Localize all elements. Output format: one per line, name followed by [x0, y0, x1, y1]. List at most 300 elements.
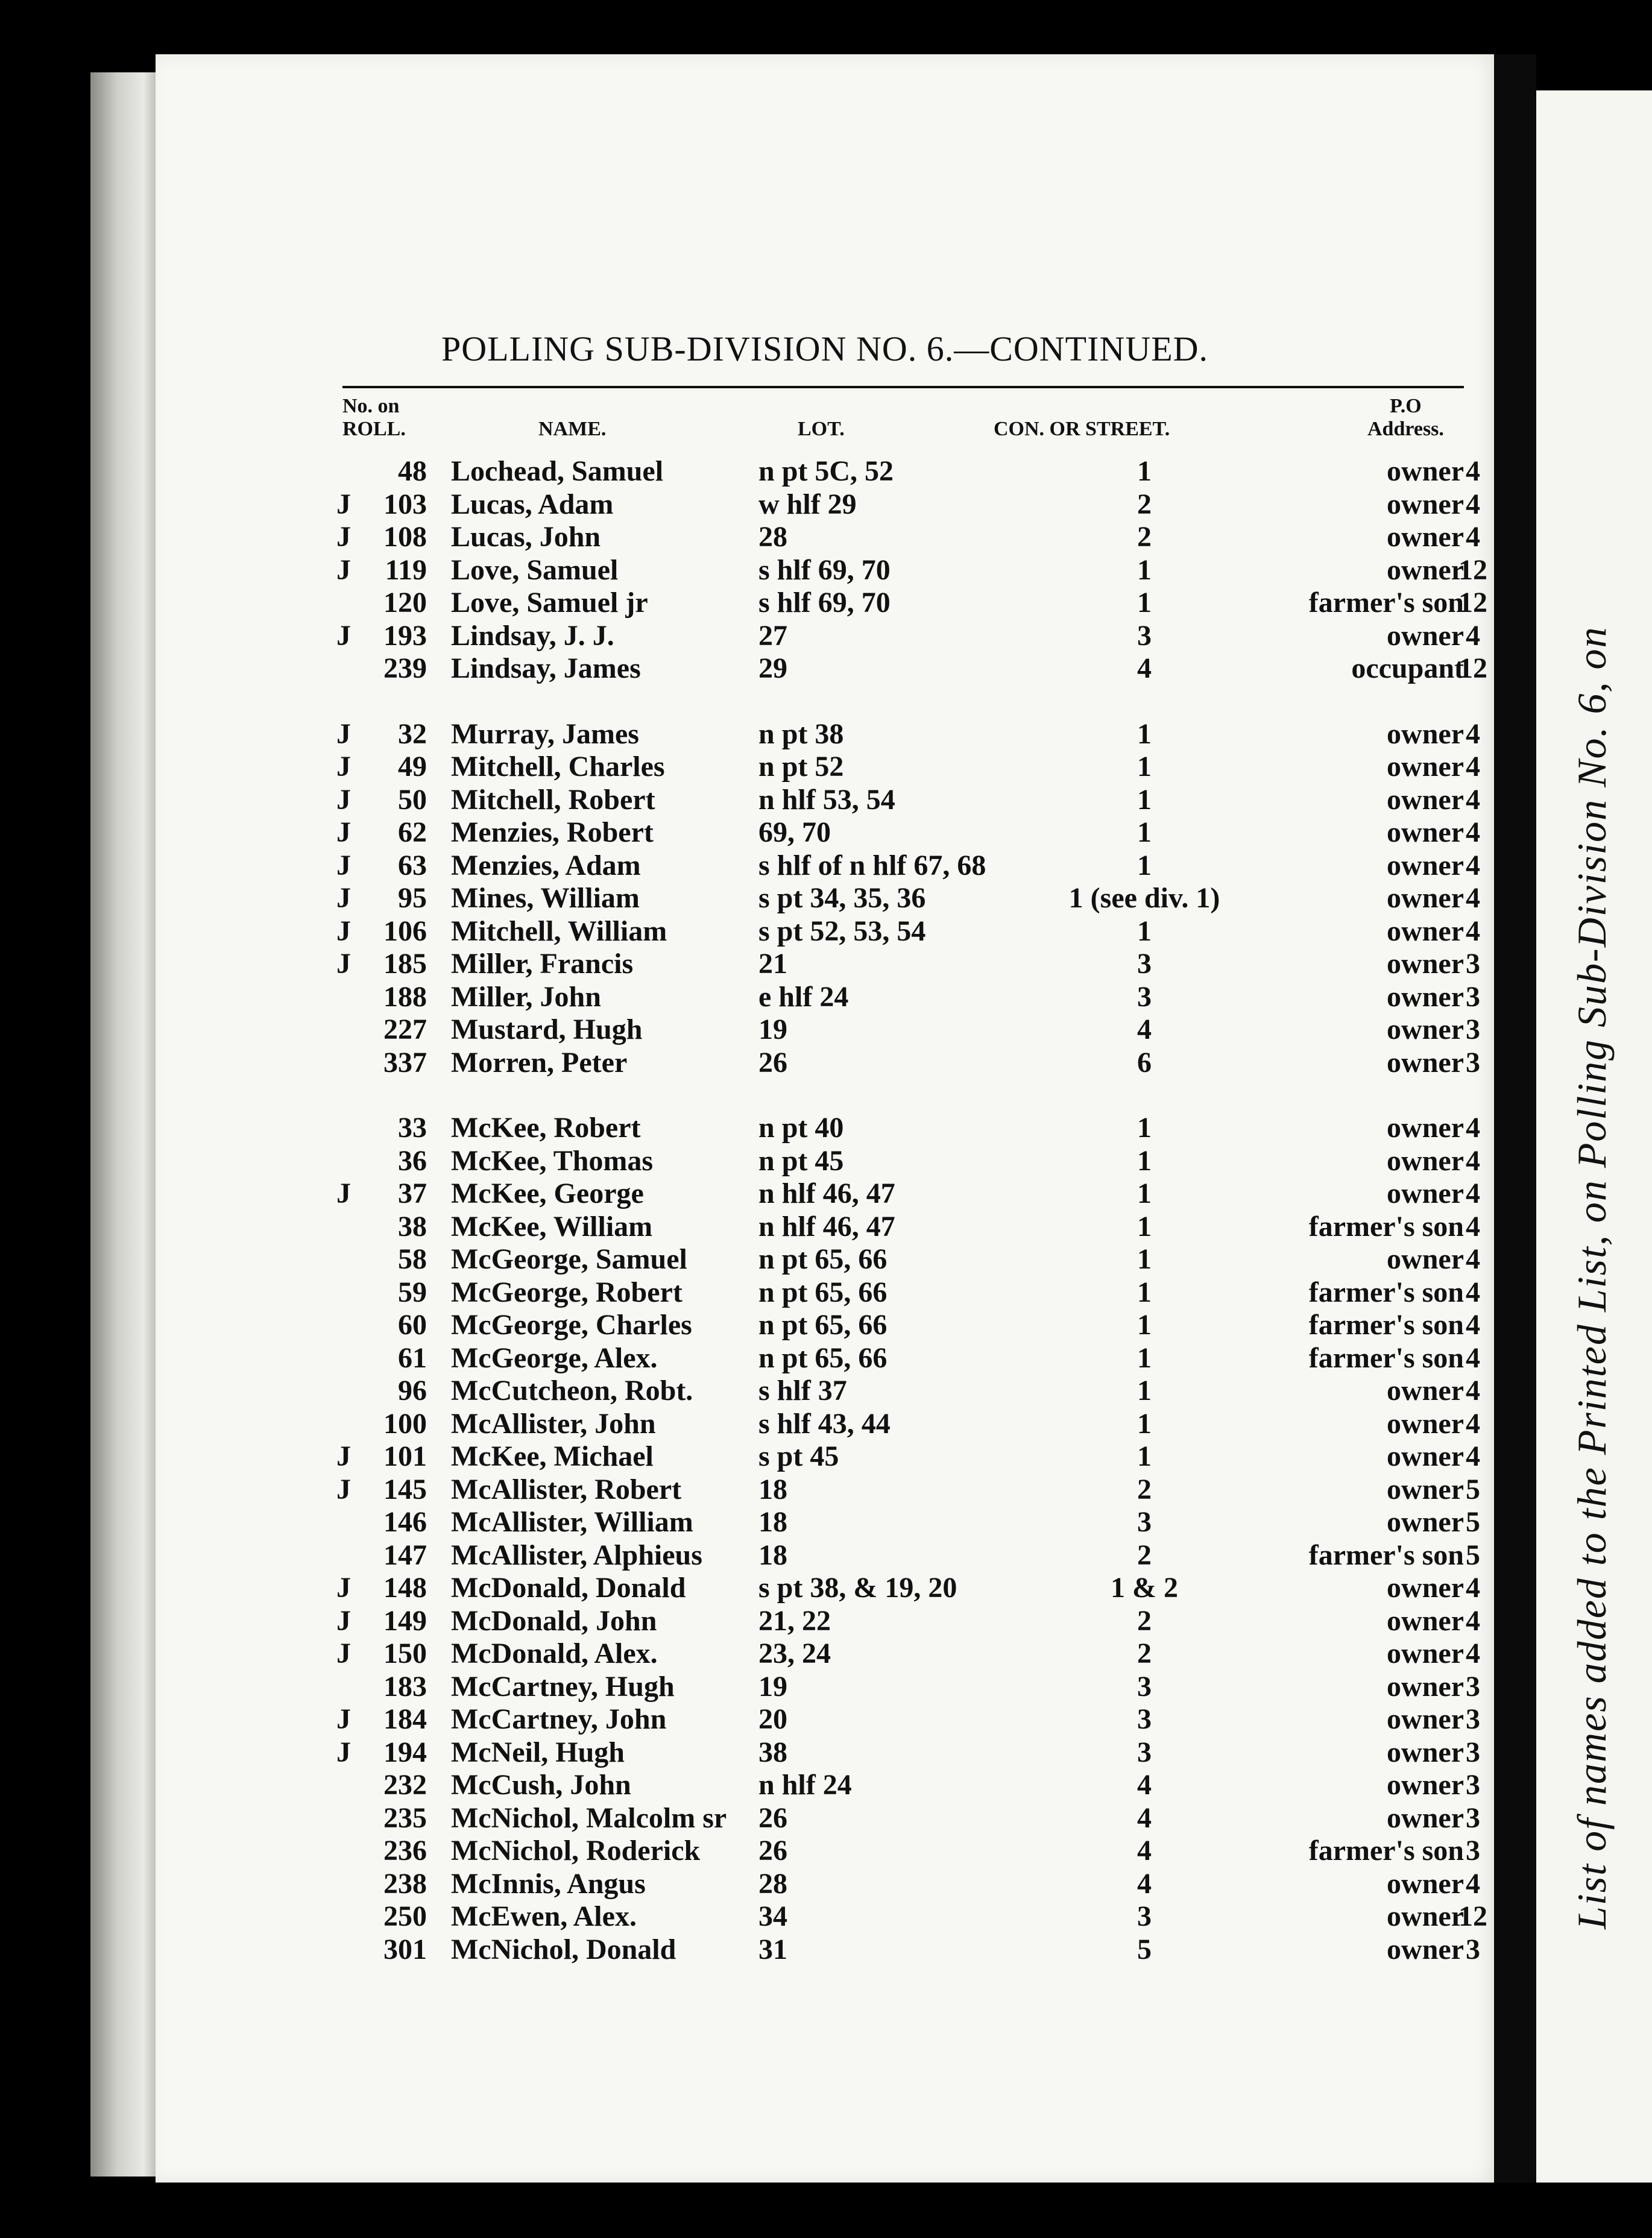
- table-row: [156, 1145, 1494, 1177]
- roll-number: 149: [383, 1604, 427, 1637]
- voter-name: Love, Samuel: [451, 553, 619, 586]
- occupation: owner: [1387, 1506, 1464, 1538]
- concession: 4: [1137, 1835, 1152, 1867]
- occupation: owner: [1387, 521, 1464, 553]
- title-rule: [342, 386, 1464, 388]
- table-row: [156, 1408, 1494, 1440]
- roll-number: 61: [398, 1341, 427, 1374]
- occupation: owner: [1387, 1867, 1464, 1900]
- table-row: [156, 1539, 1494, 1572]
- roll-flag: J: [336, 1703, 351, 1735]
- roll-flag: J: [336, 783, 351, 816]
- voter-name: McGeorge, Charles: [451, 1309, 692, 1341]
- concession: 3: [1137, 1736, 1152, 1768]
- occupation: owner: [1387, 1572, 1464, 1604]
- roll-number: 101: [383, 1440, 427, 1472]
- table-row: [156, 1802, 1494, 1835]
- concession: 2: [1137, 521, 1152, 553]
- concession: 3: [1137, 1703, 1152, 1735]
- po-address: 4: [1466, 1604, 1480, 1637]
- lot: 31: [758, 1933, 787, 1965]
- occupation: owner: [1387, 1144, 1464, 1177]
- voter-name: McCush, John: [451, 1769, 631, 1801]
- occupation: owner: [1387, 849, 1464, 881]
- table-row: [156, 1900, 1494, 1933]
- voter-name: McEwen, Alex.: [451, 1900, 637, 1932]
- roll-flag: J: [336, 553, 351, 586]
- page-title: POLLING SUB-DIVISION NO. 6.—CONTINUED.: [441, 329, 1209, 368]
- concession: 4: [1137, 1769, 1152, 1801]
- lot: n pt 45: [758, 1144, 844, 1177]
- table-row: [156, 620, 1494, 652]
- table-row: [156, 1703, 1494, 1736]
- roll-number: 236: [383, 1835, 427, 1867]
- po-address: 4: [1466, 1375, 1480, 1407]
- lot: 19: [758, 1013, 787, 1045]
- voter-name: McCartney, John: [451, 1703, 667, 1735]
- concession: 6: [1137, 1046, 1152, 1079]
- occupation: owner: [1387, 1769, 1464, 1801]
- header-name: NAME.: [538, 418, 607, 440]
- roll-number: 337: [383, 1046, 427, 1079]
- lot: s pt 34, 35, 36: [758, 882, 926, 914]
- header-po-line1: P.O: [1390, 395, 1422, 417]
- lot: n pt 5C, 52: [758, 455, 894, 487]
- table-row: [156, 948, 1494, 980]
- concession: 1: [1137, 455, 1152, 487]
- concession: 3: [1137, 1506, 1152, 1538]
- voter-name: Lucas, John: [451, 521, 601, 553]
- po-address: 3: [1466, 1769, 1480, 1801]
- occupation: owner: [1387, 980, 1464, 1013]
- table-row: [156, 1506, 1494, 1539]
- roll-number: 120: [383, 587, 427, 619]
- lot: 26: [758, 1801, 787, 1834]
- voter-name: Mitchell, Robert: [451, 783, 655, 816]
- concession: 2: [1137, 488, 1152, 520]
- voter-name: McKee, Thomas: [451, 1144, 654, 1177]
- concession: 4: [1137, 1013, 1152, 1045]
- voter-name: McCutcheon, Robt.: [451, 1375, 693, 1407]
- lot: 28: [758, 521, 787, 553]
- voter-name: Miller, Francis: [451, 948, 634, 980]
- table-row: [156, 587, 1494, 619]
- concession: 3: [1137, 1900, 1152, 1932]
- table-row: [156, 521, 1494, 553]
- table-row: [156, 1934, 1494, 1966]
- concession: 1: [1137, 1440, 1152, 1472]
- concession: 2: [1137, 1473, 1152, 1505]
- roll-flag: J: [336, 915, 351, 947]
- po-address: 4: [1466, 882, 1480, 914]
- po-address: 4: [1466, 816, 1480, 848]
- roll-number: 239: [383, 652, 427, 684]
- po-address: 4: [1466, 619, 1480, 652]
- roll-number: 96: [398, 1375, 427, 1407]
- roll-number: 227: [383, 1013, 427, 1045]
- occupation: owner: [1387, 619, 1464, 652]
- table-row: [156, 1342, 1494, 1375]
- roll-number: 184: [383, 1703, 427, 1735]
- concession: 1: [1137, 1144, 1152, 1177]
- lot: s hlf 37: [758, 1375, 847, 1407]
- occupation: owner: [1387, 1933, 1464, 1965]
- lot: 20: [758, 1703, 787, 1735]
- occupation: farmer's son: [1308, 1835, 1464, 1867]
- po-address: 4: [1466, 783, 1480, 816]
- voter-name: McGeorge, Robert: [451, 1276, 683, 1308]
- occupation: owner: [1387, 816, 1464, 848]
- lot: s pt 52, 53, 54: [758, 915, 926, 947]
- occupation: owner: [1387, 948, 1464, 980]
- roll-flag: J: [336, 816, 351, 848]
- roll-number: 194: [383, 1736, 427, 1768]
- occupation: owner: [1387, 1736, 1464, 1768]
- concession: 1: [1137, 849, 1152, 881]
- voter-name: McCartney, Hugh: [451, 1670, 675, 1703]
- lot: 29: [758, 652, 787, 684]
- po-address: 4: [1466, 1572, 1480, 1604]
- voter-name: Morren, Peter: [451, 1046, 628, 1079]
- po-address: 3: [1466, 1046, 1480, 1079]
- concession: 1: [1137, 1375, 1152, 1407]
- concession: 1: [1137, 587, 1152, 619]
- occupation: owner: [1387, 1407, 1464, 1440]
- lot: s pt 38, & 19, 20: [758, 1572, 957, 1604]
- table-row: [156, 915, 1494, 948]
- roll-number: 48: [398, 455, 427, 487]
- occupation: farmer's son: [1308, 1276, 1464, 1308]
- table-row: [156, 1243, 1494, 1276]
- voter-name: Lindsay, J. J.: [451, 619, 614, 652]
- concession: 1: [1137, 1177, 1152, 1209]
- lot: n pt 65, 66: [758, 1341, 887, 1374]
- po-address: 3: [1466, 1933, 1480, 1965]
- lot: 23, 24: [758, 1638, 831, 1669]
- voter-name: Lochead, Samuel: [451, 455, 664, 487]
- voter-name: McKee, Robert: [451, 1112, 641, 1144]
- concession: 5: [1137, 1933, 1152, 1965]
- book-gutter: [1494, 54, 1536, 2183]
- lot: n pt 52: [758, 751, 844, 783]
- lot: 27: [758, 619, 787, 652]
- book-left-edge: [90, 72, 157, 2177]
- voter-name: Miller, John: [451, 980, 601, 1013]
- occupation: owner: [1387, 717, 1464, 750]
- concession: 1: [1137, 553, 1152, 586]
- concession: 1: [1137, 1112, 1152, 1144]
- po-address: 4: [1466, 1309, 1480, 1341]
- voter-name: McDonald, Donald: [451, 1572, 686, 1604]
- voter-name: McGeorge, Alex.: [451, 1341, 658, 1374]
- table-row: [156, 1013, 1494, 1046]
- roll-flag: J: [336, 488, 351, 520]
- po-address: 3: [1466, 1835, 1480, 1867]
- roll-number: 49: [398, 751, 427, 783]
- concession: 1 (see div. 1): [1068, 882, 1220, 914]
- lot: 18: [758, 1539, 787, 1571]
- voter-name: McKee, William: [451, 1210, 653, 1243]
- roll-number: 301: [383, 1933, 427, 1965]
- table-row: [156, 1474, 1494, 1506]
- voter-name: McKee, George: [451, 1177, 644, 1209]
- concession: 1: [1137, 1309, 1152, 1341]
- table-row: [156, 1572, 1494, 1604]
- header-po-line2: Address.: [1367, 418, 1444, 440]
- occupation: owner: [1387, 1604, 1464, 1637]
- table-row: [156, 1769, 1494, 1801]
- concession: 1: [1137, 1407, 1152, 1440]
- lot: s hlf 43, 44: [758, 1407, 891, 1440]
- lot: n pt 65, 66: [758, 1276, 887, 1308]
- po-address: 4: [1466, 1407, 1480, 1440]
- occupation: owner: [1387, 882, 1464, 914]
- roll-number: 37: [398, 1177, 427, 1209]
- po-address: 4: [1466, 1276, 1480, 1308]
- table-row: [156, 1177, 1494, 1210]
- side-text: List of names added to the Printed List, on Polling Sub-Division No. 6, on: [1569, 626, 1615, 1929]
- occupation: farmer's son: [1308, 1539, 1464, 1571]
- lot: 38: [758, 1736, 787, 1768]
- roll-number: 32: [398, 717, 427, 750]
- roll-number: 238: [383, 1867, 427, 1900]
- po-address: 3: [1466, 1670, 1480, 1703]
- roll-flag: J: [336, 521, 351, 553]
- table-row: [156, 1309, 1494, 1341]
- voter-name: McDonald, Alex.: [451, 1638, 658, 1669]
- po-address: 5: [1466, 1506, 1480, 1538]
- roll-number: 63: [398, 849, 427, 881]
- concession: 4: [1137, 652, 1152, 684]
- concession: 1: [1137, 915, 1152, 947]
- table-row: [156, 1835, 1494, 1867]
- voter-name: McKee, Michael: [451, 1440, 654, 1472]
- occupation: owner: [1387, 1375, 1464, 1407]
- roll-number: 235: [383, 1801, 427, 1834]
- roll-flag: J: [336, 1604, 351, 1637]
- roll-number: 103: [383, 488, 427, 520]
- roll-number: 36: [398, 1144, 427, 1177]
- concession: 3: [1137, 619, 1152, 652]
- header-con: CON. OR STREET.: [994, 418, 1170, 440]
- po-address: 4: [1466, 1638, 1480, 1669]
- occupation: owner: [1387, 1243, 1464, 1275]
- header-roll: [342, 395, 406, 441]
- lot: s hlf of n hlf 67, 68: [758, 849, 986, 881]
- table-row: [156, 1671, 1494, 1703]
- roll-number: 232: [383, 1769, 427, 1801]
- po-address: 12: [1458, 587, 1487, 619]
- po-address: 4: [1466, 849, 1480, 881]
- lot: 21: [758, 948, 787, 980]
- voter-name: McNichol, Roderick: [451, 1835, 701, 1867]
- roll-number: 250: [383, 1900, 427, 1932]
- roll-flag: J: [336, 1638, 351, 1669]
- po-address: 12: [1458, 652, 1487, 684]
- concession: 4: [1137, 1801, 1152, 1834]
- table-row: [156, 784, 1494, 816]
- roll-number: 106: [383, 915, 427, 947]
- po-address: 4: [1466, 751, 1480, 783]
- concession: 1: [1137, 717, 1152, 750]
- occupation: owner: [1387, 1801, 1464, 1834]
- roll-number: 38: [398, 1210, 427, 1243]
- po-address: 4: [1466, 1144, 1480, 1177]
- roll-flag: J: [336, 751, 351, 783]
- occupation: owner: [1387, 553, 1464, 586]
- concession: 3: [1137, 948, 1152, 980]
- voter-name: McAllister, Alphieus: [451, 1539, 702, 1571]
- table-row: [156, 652, 1494, 685]
- occupation: owner: [1387, 751, 1464, 783]
- lot: 28: [758, 1867, 787, 1900]
- po-address: 3: [1466, 1703, 1480, 1735]
- table-row: [156, 718, 1494, 751]
- lot: w hlf 29: [758, 488, 857, 520]
- roll-number: 95: [398, 882, 427, 914]
- po-address: 3: [1466, 1801, 1480, 1834]
- header-roll-line2: ROLL.: [342, 418, 406, 440]
- roll-flag: J: [336, 1736, 351, 1768]
- po-address: 4: [1466, 1243, 1480, 1275]
- occupation: owner: [1387, 1177, 1464, 1209]
- occupation: owner: [1387, 1440, 1464, 1472]
- lot: s pt 45: [758, 1440, 839, 1472]
- lot: 21, 22: [758, 1604, 831, 1637]
- roll-number: 150: [383, 1638, 427, 1669]
- occupation: owner: [1387, 1473, 1464, 1505]
- document-page: [156, 54, 1494, 2183]
- po-address: 4: [1466, 1867, 1480, 1900]
- po-address: 4: [1466, 717, 1480, 750]
- po-address: 12: [1458, 1900, 1487, 1932]
- lot: n pt 40: [758, 1112, 844, 1144]
- po-address: 4: [1466, 488, 1480, 520]
- po-address: 3: [1466, 1736, 1480, 1768]
- occupation: owner: [1387, 915, 1464, 947]
- roll-number: 50: [398, 783, 427, 816]
- voter-name: McGeorge, Samuel: [451, 1243, 687, 1275]
- po-address: 4: [1466, 1341, 1480, 1374]
- concession: 1: [1137, 816, 1152, 848]
- concession: 1: [1137, 1243, 1152, 1275]
- lot: 18: [758, 1473, 787, 1505]
- header-lot: LOT.: [798, 418, 845, 440]
- occupation: owner: [1387, 1013, 1464, 1045]
- voter-name: McNichol, Donald: [451, 1933, 676, 1965]
- po-address: 12: [1458, 553, 1487, 586]
- voter-name: Menzies, Adam: [451, 849, 641, 881]
- roll-flag: J: [336, 849, 351, 881]
- occupation: farmer's son: [1308, 587, 1464, 619]
- po-address: 4: [1466, 521, 1480, 553]
- voter-name: Mitchell, William: [451, 915, 667, 947]
- po-address: 3: [1466, 1013, 1480, 1045]
- voter-name: McAllister, William: [451, 1506, 693, 1538]
- roll-number: 60: [398, 1309, 427, 1341]
- roll-flag: J: [336, 1177, 351, 1209]
- lot: n pt 65, 66: [758, 1309, 887, 1341]
- lot: n hlf 53, 54: [758, 783, 895, 816]
- table-row: [156, 455, 1494, 488]
- roll-flag: J: [336, 1572, 351, 1604]
- voter-name: Mustard, Hugh: [451, 1013, 643, 1045]
- voter-name: Lindsay, James: [451, 652, 641, 684]
- concession: 2: [1137, 1539, 1152, 1571]
- voter-name: Love, Samuel jr: [451, 587, 648, 619]
- po-address: 4: [1466, 915, 1480, 947]
- roll-number: 145: [383, 1473, 427, 1505]
- voter-name: McNeil, Hugh: [451, 1736, 625, 1768]
- roll-number: 62: [398, 816, 427, 848]
- occupation: owner: [1387, 1703, 1464, 1735]
- concession: 1: [1137, 1276, 1152, 1308]
- voter-name: McNichol, Malcolm sr: [451, 1801, 727, 1834]
- concession: 1: [1137, 1210, 1152, 1243]
- lot: n hlf 24: [758, 1769, 852, 1801]
- lot: 18: [758, 1506, 787, 1538]
- roll-number: 59: [398, 1276, 427, 1308]
- lot: 69, 70: [758, 816, 831, 848]
- table-row: [156, 1736, 1494, 1769]
- table-row: [156, 488, 1494, 521]
- lot: 34: [758, 1900, 787, 1932]
- po-address: 3: [1466, 980, 1480, 1013]
- concession: 2: [1137, 1638, 1152, 1669]
- occupation: owner: [1387, 1670, 1464, 1703]
- voter-name: Lucas, Adam: [451, 488, 614, 520]
- concession: 2: [1137, 1604, 1152, 1637]
- roll-flag: J: [336, 717, 351, 750]
- table-row: [156, 1047, 1494, 1079]
- table-row: [156, 554, 1494, 587]
- occupation: occupant: [1351, 652, 1464, 684]
- roll-number: 100: [383, 1407, 427, 1440]
- concession: 1: [1137, 1341, 1152, 1374]
- lot: s hlf 69, 70: [758, 587, 891, 619]
- po-address: 4: [1466, 1177, 1480, 1209]
- roll-number: 148: [383, 1572, 427, 1604]
- voter-name: McAllister, Robert: [451, 1473, 682, 1505]
- roll-number: 108: [383, 521, 427, 553]
- roll-number: 193: [383, 619, 427, 652]
- lot: s hlf 69, 70: [758, 553, 891, 586]
- roll-number: 33: [398, 1112, 427, 1144]
- table-row: [156, 1638, 1494, 1670]
- occupation: owner: [1387, 1638, 1464, 1669]
- table-row: [156, 1440, 1494, 1473]
- roll-flag: J: [336, 882, 351, 914]
- roll-number: 188: [383, 980, 427, 1013]
- voter-name: Mines, William: [451, 882, 640, 914]
- table-row: [156, 849, 1494, 882]
- table-row: [156, 981, 1494, 1013]
- table-row: [156, 1375, 1494, 1407]
- concession: 1: [1137, 783, 1152, 816]
- po-address: 4: [1466, 1210, 1480, 1243]
- roll-number: 146: [383, 1506, 427, 1538]
- roll-flag: J: [336, 619, 351, 652]
- roll-number: 183: [383, 1670, 427, 1703]
- po-address: 4: [1466, 1112, 1480, 1144]
- voter-name: McAllister, John: [451, 1407, 656, 1440]
- roll-number: 119: [385, 553, 427, 586]
- roll-flag: J: [336, 1440, 351, 1472]
- table-row: [156, 1276, 1494, 1309]
- lot: n pt 65, 66: [758, 1243, 887, 1275]
- voter-name: Mitchell, Charles: [451, 751, 665, 783]
- lot: 26: [758, 1046, 787, 1079]
